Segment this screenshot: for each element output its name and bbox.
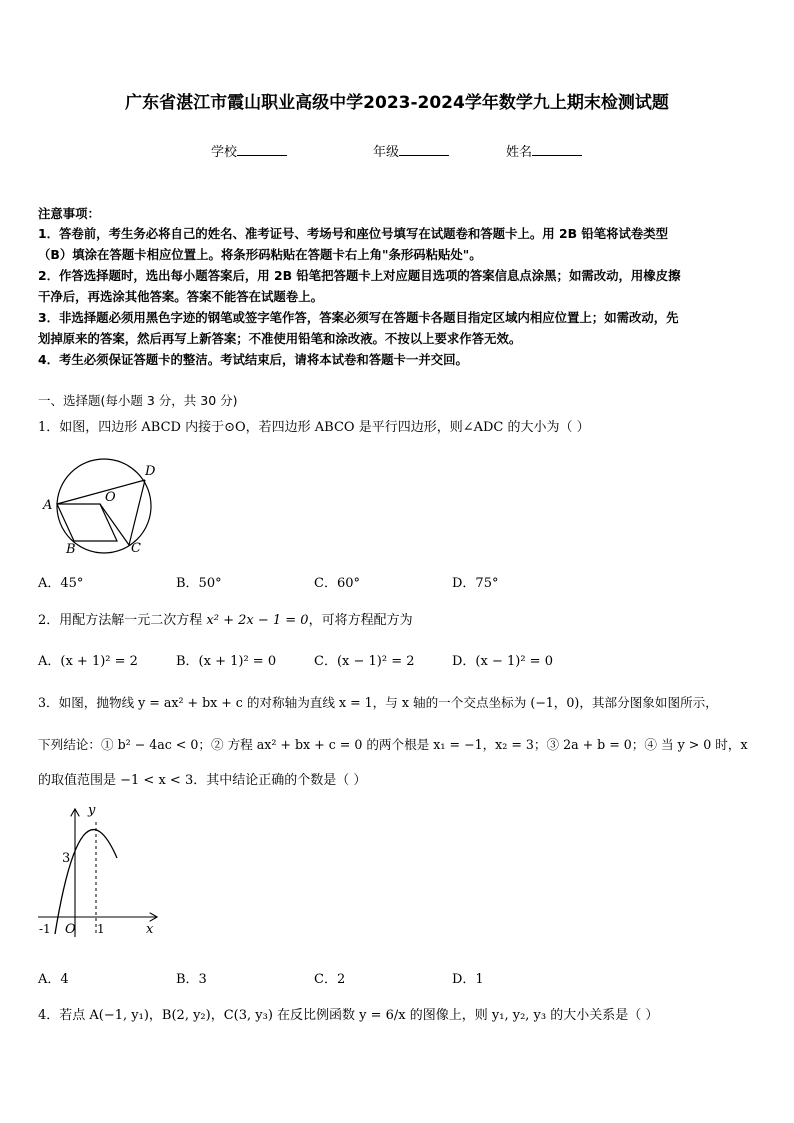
segment-ad	[57, 480, 145, 504]
label-b: B	[66, 542, 76, 557]
question-3-line-2: 下列结论：① b² − 4ac < 0；② 方程 ax² + bx + c = 0 的两个根是 x₁ = −1，x₂ = 3；③ 2a + b = 0；④ 当 y > 0 时，x	[38, 737, 748, 752]
page-title: 广东省湛江市霞山职业高级中学2023-2024学年数学九上期末检测试题	[125, 93, 669, 113]
q3-option-b[interactable]: B．3	[176, 972, 207, 987]
label-3: 3	[62, 851, 71, 866]
notes-line: 3．非选择题必须用黑色字迹的钢笔或签字笔作答，答案必须写在答题卡各题目指定区域内相应位置上；如需改动，先	[38, 310, 679, 325]
school-field	[211, 141, 287, 160]
question-1-text: 1．如图，四边形 ABCD 内接于⊙O，若四边形 ABCO 是平行四边形，则∠ADC 的大小为（ ）	[38, 420, 590, 435]
segment-oc	[100, 504, 129, 545]
q2-text-pre: 2．用配方法解一元二次方程	[38, 613, 207, 628]
notes-line: （B）填涂在答题卡相应位置上。将条形码粘贴在答题卡右上角"条形码粘贴处"。	[38, 247, 482, 262]
name-field	[506, 141, 582, 160]
label-c: C	[131, 541, 141, 556]
question-3-line-3: 的取值范围是 −1 < x < 3．其中结论正确的个数是（ ）	[38, 773, 367, 788]
section-heading: 一、选择题(每小题 3 分，共 30 分)	[38, 393, 238, 408]
q1-option-c[interactable]: C．60°	[314, 576, 360, 591]
q2-text-post: ，可将方程配方为	[308, 613, 413, 628]
label-a: A	[43, 498, 53, 513]
q2-equation: x² + 2x − 1 = 0	[206, 613, 309, 628]
label-origin: O	[65, 922, 76, 937]
grade-label: 年级	[373, 145, 400, 160]
notes-heading: 注意事项：	[38, 206, 100, 221]
label-1: 1	[97, 922, 105, 936]
question-2-text	[38, 609, 413, 628]
q1-option-d[interactable]: D．75°	[452, 576, 499, 591]
q3-option-c[interactable]: C．2	[314, 972, 346, 987]
q1-option-b[interactable]: B．50°	[176, 576, 222, 591]
label-x: x	[146, 922, 154, 937]
q2-option-d[interactable]: D．(x − 1)² = 0	[452, 654, 553, 669]
name-blank	[532, 143, 582, 156]
notes-line: 干净后，再选涂其他答案。答案不能答在试题卷上。	[38, 289, 323, 304]
grade-blank	[399, 143, 449, 156]
school-label: 学校	[211, 145, 238, 160]
q2-option-c[interactable]: C．(x − 1)² = 2	[314, 654, 415, 669]
label-o: O	[105, 490, 116, 505]
notes-line: 划掉原来的答案，然后再写上新答案；不准使用铅笔和涂改液。不按以上要求作答无效。	[38, 331, 522, 346]
label-neg1: -1	[39, 922, 51, 936]
q3-option-d[interactable]: D．1	[452, 972, 484, 987]
q3-parabola-figure	[34, 802, 164, 942]
notes-line: 4．考生必须保证答题卡的整洁。考试结束后，请将本试卷和答题卡一并交回。	[38, 352, 468, 367]
notes-line: 2．作答选择题时，选出每小题答案后，用 2B 铅笔把答题卡上对应题目选项的答案信息点涂黑；如需改动，用橡皮擦	[38, 268, 681, 283]
circle-o	[57, 459, 151, 553]
label-y: y	[88, 803, 96, 818]
name-label: 姓名	[506, 145, 533, 160]
grade-field	[373, 141, 449, 160]
question-4-text: 4．若点 A(−1, y₁)，B(2, y₂)，C(3, y₃) 在反比例函数 y = 6/x 的图像上，则 y₁, y₂, y₃ 的大小关系是（ ）	[38, 1008, 659, 1023]
parabola-curve	[55, 830, 117, 934]
parallelogram-abco	[57, 504, 117, 541]
label-d: D	[145, 464, 156, 479]
question-3-line-1: 3．如图，抛物线 y = ax² + bx + c 的对称轴为直线 x = 1，与 x 轴的一个交点坐标为 (−1，0)，其部分图象如图所示，	[38, 695, 718, 710]
q1-circle-figure	[38, 455, 168, 565]
notes-line: 1．答卷前，考生务必将自己的姓名、准考证号、考场号和座位号填写在试题卷和答题卡上。用 2B 铅笔将试卷类型	[38, 226, 669, 241]
q2-option-b[interactable]: B．(x + 1)² = 0	[176, 654, 277, 669]
school-blank	[237, 143, 287, 156]
q3-option-a[interactable]: A．4	[38, 972, 69, 987]
segment-dc	[129, 480, 145, 545]
q1-option-a[interactable]: A．45°	[38, 576, 84, 591]
q2-option-a[interactable]: A．(x + 1)² = 2	[38, 654, 138, 669]
